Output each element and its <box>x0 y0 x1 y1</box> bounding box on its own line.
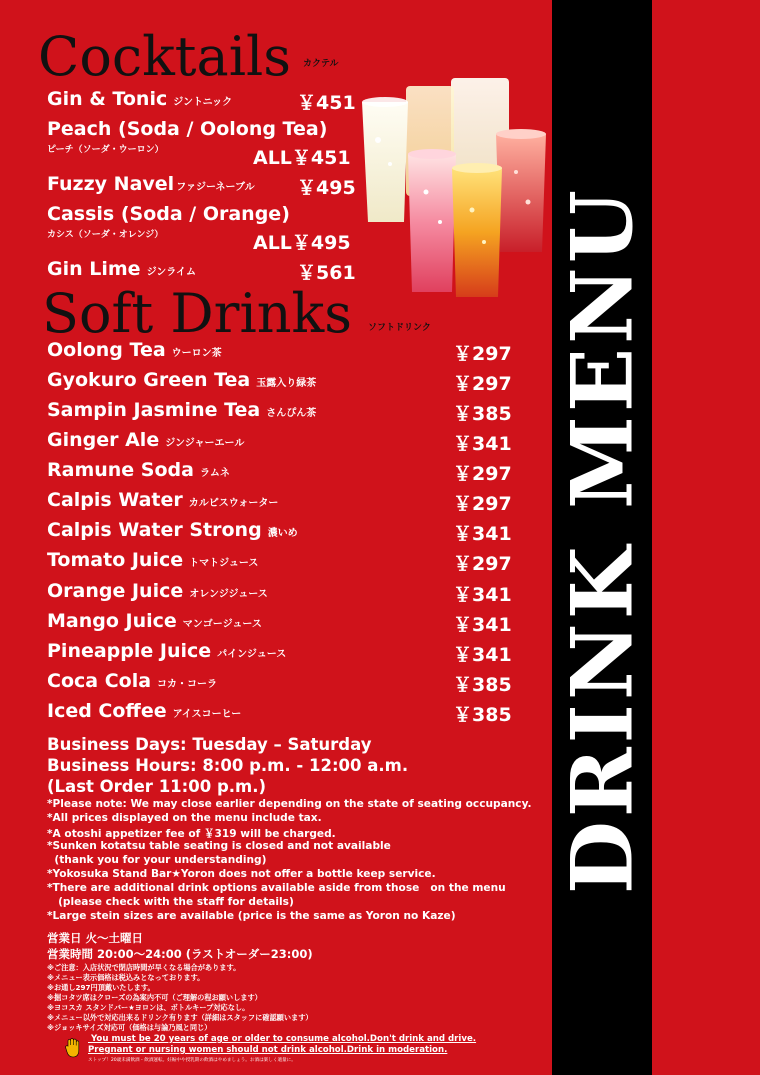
soft-drink-price: ￥385 <box>453 674 512 696</box>
cocktail-price: ALL￥451 <box>253 147 351 169</box>
soft-drink-jp-name: アイスコーヒー <box>172 709 242 720</box>
soft-drink-name: Ginger Ale <box>47 429 160 451</box>
soft-drink-item <box>47 459 230 481</box>
cocktail-glasses-illustration <box>356 72 556 302</box>
soft-drink-price: ￥341 <box>453 644 512 666</box>
soft-drink-jp-name: パインジュース <box>217 649 287 660</box>
stop-hand-icon <box>65 1038 82 1058</box>
soft-drink-item <box>47 549 258 571</box>
soft-drink-item <box>47 670 217 692</box>
soft-drink-item <box>47 519 298 541</box>
soft-drink-jp-name: さんぴん茶 <box>266 408 317 419</box>
soft-drink-price: ￥341 <box>453 523 512 545</box>
soft-drink-item <box>47 399 316 421</box>
jp-business-days: 営業日 火～土曜日 <box>47 931 144 945</box>
soft-drink-item <box>47 580 268 602</box>
soft-drink-price: ￥385 <box>453 704 512 726</box>
soft-drink-price: ￥385 <box>453 403 512 425</box>
note-line: *There are additional drink options available aside from those on the menu <box>47 882 506 894</box>
last-order: (Last Order 11:00 p.m.) <box>47 777 267 796</box>
soft-drink-jp-name: カルピスウォーター <box>188 498 279 509</box>
alcohol-warning-line: Pregnant or nursing women should not drink alcohol.Drink in moderation. <box>88 1045 448 1055</box>
soft-drink-item <box>47 489 278 511</box>
soft-drink-name: Orange Juice <box>47 580 184 602</box>
note-line: *Please note: We may close earlier depending on the state of seating occupancy. <box>47 798 532 810</box>
jp-note-line: ※ジョッキサイズ対応可（価格は与論乃風と同じ） <box>47 1023 212 1032</box>
soft-drink-jp-name: オレンジジュース <box>189 589 268 600</box>
soft-drink-name: Sampin Jasmine Tea <box>47 399 261 421</box>
soft-drink-jp-name: ジンジャーエール <box>165 438 245 449</box>
jp-note-line: ※ヨコスカ スタンドバー★ヨロンは、ボトルキープ対応なし。 <box>47 1003 250 1012</box>
cocktail-item <box>47 203 290 225</box>
business-days: Business Days: Tuesday – Saturday <box>47 735 372 754</box>
cocktail-item <box>47 88 232 110</box>
soft-drink-name: Ramune Soda <box>47 459 194 481</box>
note-line: *Large stein sizes are available (price is the same as Yoron no Kaze) <box>47 910 456 922</box>
soft-drink-item <box>47 369 316 391</box>
soft-drink-jp-name: コカ・コーラ <box>157 679 218 690</box>
note-line: *Sunken kotatsu table seating is closed and not available <box>47 840 391 852</box>
cocktails-subtitle: カクテル <box>303 59 339 69</box>
jp-note-line: ※お通し297円頂戴いたします。 <box>47 983 155 992</box>
cocktail-jp-name: ピーチ（ソーダ・ウーロン） <box>47 145 164 155</box>
soft-drink-name: Oolong Tea <box>47 339 166 361</box>
cocktail-item <box>47 258 196 280</box>
soft-drink-name: Pineapple Juice <box>47 640 212 662</box>
soft-drink-item <box>47 700 241 722</box>
cocktail-item <box>47 118 327 140</box>
soft-drink-name: Gyokuro Green Tea <box>47 369 251 391</box>
alcohol-warning-line: You must be 20 years of age or older to consume alcohol.Don't drink and drive. <box>88 1034 477 1044</box>
cocktail-jp-name: ファジーネーブル <box>176 182 255 193</box>
cocktail-jp-name: ジントニック <box>173 97 233 108</box>
note-line: (please check with the staff for details) <box>47 896 294 908</box>
soft-drink-jp-name: ウーロン茶 <box>171 348 222 359</box>
note-line: *A otoshi appetizer fee of ￥319 will be charged. <box>47 828 336 840</box>
jp-note-line: ※掘コタツ席はクローズの為案内不可（ご理解の程お願いします） <box>47 993 262 1002</box>
note-line: (thank you for your understanding) <box>47 854 267 866</box>
soft-drink-item <box>47 610 262 632</box>
soft-drink-name: Calpis Water <box>47 489 183 511</box>
cocktail-name: Gin & Tonic <box>47 88 168 110</box>
soft-drinks-title: Soft Drinks <box>42 282 352 345</box>
soft-drink-jp-name: マンゴージュース <box>182 619 262 630</box>
cocktail-name: Peach (Soda / Oolong Tea) <box>47 118 328 140</box>
soft-drink-name: Tomato Juice <box>47 549 184 571</box>
soft-drink-jp-name: 濃いめ <box>267 528 298 539</box>
cocktail-price: ￥451 <box>297 92 356 114</box>
cocktails-title: Cocktails <box>38 25 291 88</box>
cocktail-price: ￥561 <box>297 262 356 284</box>
jp-note-line: ※メニュー表示価格は税込みとなっております。 <box>47 973 205 982</box>
soft-drink-jp-name: ラムネ <box>199 468 230 479</box>
soft-drink-item <box>47 429 244 451</box>
soft-drink-name: Coca Cola <box>47 670 152 692</box>
soft-drinks-subtitle: ソフトドリンク <box>368 323 431 333</box>
cocktail-jp-name: カシス（ソーダ・オレンジ） <box>47 230 164 240</box>
cocktail-price: ALL￥495 <box>253 232 351 254</box>
soft-drink-price: ￥297 <box>453 343 512 365</box>
cocktail-price: ￥495 <box>297 177 356 199</box>
jp-note-line: ※ご注意：入店状況で閉店時間が早くなる場合があります。 <box>47 963 241 972</box>
soft-drink-price: ￥297 <box>453 553 512 575</box>
soft-drink-price: ￥341 <box>453 584 512 606</box>
jp-note-line: ※メニュー以外で対応出来るドリンク有ります（詳細はスタッフに確認願います） <box>47 1013 313 1022</box>
soft-drink-jp-name: トマトジュース <box>189 558 259 569</box>
alcohol-warning-jp: ストップ！20歳未満飲酒・飲酒運転。妊娠中や授乳期の飲酒はやめましょう。お酒は楽しく適量に。 <box>88 1058 296 1063</box>
soft-drink-price: ￥341 <box>453 614 512 636</box>
cocktail-item <box>47 173 255 195</box>
cocktail-name: Fuzzy Navel <box>47 173 175 195</box>
soft-drink-price: ￥297 <box>453 493 512 515</box>
soft-drink-name: Iced Coffee <box>47 700 167 722</box>
soft-drink-price: ￥297 <box>453 373 512 395</box>
soft-drink-price: ￥341 <box>453 433 512 455</box>
cocktail-name: Cassis (Soda / Orange) <box>47 203 290 225</box>
note-line: *All prices displayed on the menu include tax. <box>47 812 322 824</box>
note-line: *Yokosuka Stand Bar★Yoron does not offer a bottle keep service. <box>47 868 436 880</box>
jp-business-hours: 営業時間 20:00～24:00 (ラストオーダー23:00) <box>47 947 313 961</box>
cocktail-jp-name: ジンライム <box>146 267 197 278</box>
soft-drink-price: ￥297 <box>453 463 512 485</box>
soft-drink-item <box>47 640 286 662</box>
soft-drink-item <box>47 339 222 361</box>
drink-menu-vertical-title: DRINK MENU <box>552 185 652 895</box>
soft-drink-name: Mango Juice <box>47 610 177 632</box>
business-hours: Business Hours: 8:00 p.m. - 12:00 a.m. <box>47 756 409 775</box>
soft-drink-name: Calpis Water Strong <box>47 519 262 541</box>
soft-drink-jp-name: 玉露入り緑茶 <box>256 378 317 389</box>
cocktail-name: Gin Lime <box>47 258 141 280</box>
